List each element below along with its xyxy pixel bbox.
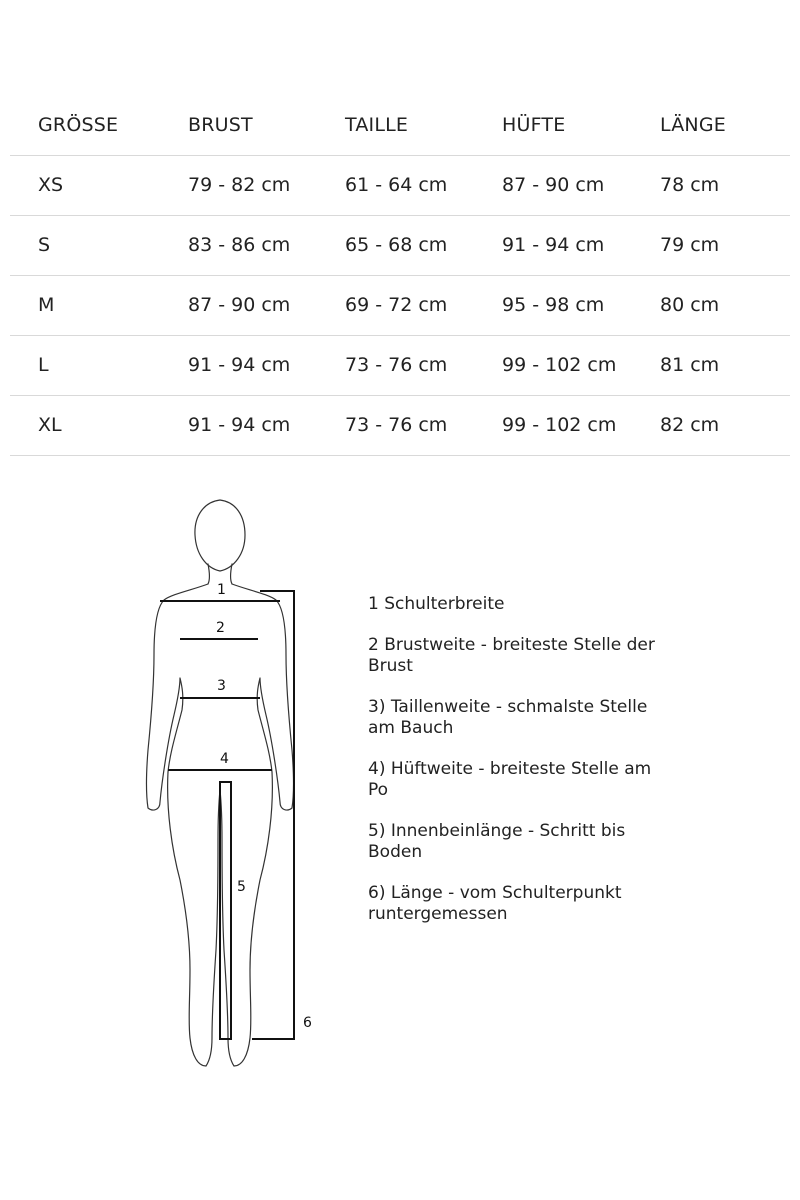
table-row bbox=[10, 396, 790, 456]
table-cell-waist: 73 - 76 cm bbox=[345, 414, 448, 436]
header-waist: TAILLE bbox=[345, 114, 409, 136]
table-cell-length: 82 cm bbox=[660, 414, 720, 436]
table-cell-chest: 83 - 86 cm bbox=[188, 234, 291, 256]
table-cell-length: 80 cm bbox=[660, 294, 720, 316]
table-cell-hip: 95 - 98 cm bbox=[502, 294, 605, 316]
marker-1: 1 bbox=[217, 582, 226, 598]
table-cell-size: S bbox=[38, 234, 51, 256]
legend-item-waist: 3) Taillenweite - schmalste Stelle am Bauch bbox=[368, 697, 648, 738]
table-header-row bbox=[10, 96, 790, 156]
table-cell-hip: 99 - 102 cm bbox=[502, 414, 617, 436]
table-cell-size: M bbox=[38, 294, 55, 316]
table-cell-waist: 69 - 72 cm bbox=[345, 294, 448, 316]
table-row bbox=[10, 336, 790, 396]
marker-5: 5 bbox=[237, 879, 246, 895]
header-length: LÄNGE bbox=[660, 114, 726, 136]
marker-2: 2 bbox=[216, 620, 225, 636]
table-cell-waist: 65 - 68 cm bbox=[345, 234, 448, 256]
table-cell-size: XL bbox=[38, 414, 62, 436]
table-cell-hip: 99 - 102 cm bbox=[502, 354, 617, 376]
marker-3: 3 bbox=[217, 678, 226, 694]
table-cell-length: 78 cm bbox=[660, 174, 720, 196]
legend-item-shoulder: 1 Schulterbreite bbox=[368, 594, 505, 614]
header-size: GRÖSSE bbox=[38, 114, 119, 136]
table-cell-hip: 91 - 94 cm bbox=[502, 234, 605, 256]
header-chest: BRUST bbox=[188, 114, 253, 136]
legend-item-inseam: 5) Innenbeinlänge - Schritt bis Boden bbox=[368, 821, 626, 862]
measurement-legend bbox=[368, 594, 668, 945]
table-cell-chest: 91 - 94 cm bbox=[188, 354, 291, 376]
body-measurement-figure bbox=[120, 490, 350, 1080]
table-cell-size: L bbox=[38, 354, 49, 376]
head-outline bbox=[195, 500, 245, 571]
legend-item-hip: 4) Hüftweite - breiteste Stelle am Po bbox=[368, 759, 652, 800]
table-cell-waist: 61 - 64 cm bbox=[345, 174, 448, 196]
table-cell-waist: 73 - 76 cm bbox=[345, 354, 448, 376]
marker-4: 4 bbox=[220, 751, 229, 767]
marker-6: 6 bbox=[303, 1015, 312, 1031]
legend-item-length: 6) Länge - vom Schulterpunkt runtergemessen bbox=[368, 883, 622, 924]
table-row bbox=[10, 156, 790, 216]
table-cell-chest: 87 - 90 cm bbox=[188, 294, 291, 316]
table-cell-size: XS bbox=[38, 174, 64, 196]
table-cell-chest: 79 - 82 cm bbox=[188, 174, 291, 196]
table-row bbox=[10, 276, 790, 336]
table-row bbox=[10, 216, 790, 276]
header-hip: HÜFTE bbox=[502, 114, 566, 136]
table-cell-length: 79 cm bbox=[660, 234, 720, 256]
table-cell-hip: 87 - 90 cm bbox=[502, 174, 605, 196]
length-marker bbox=[252, 591, 294, 1039]
legend-item-chest: 2 Brustweite - breiteste Stelle der Brust bbox=[368, 635, 655, 676]
table-cell-chest: 91 - 94 cm bbox=[188, 414, 291, 436]
body-silhouette-illustration bbox=[120, 490, 350, 1080]
table-cell-length: 81 cm bbox=[660, 354, 720, 376]
size-table bbox=[10, 96, 790, 456]
